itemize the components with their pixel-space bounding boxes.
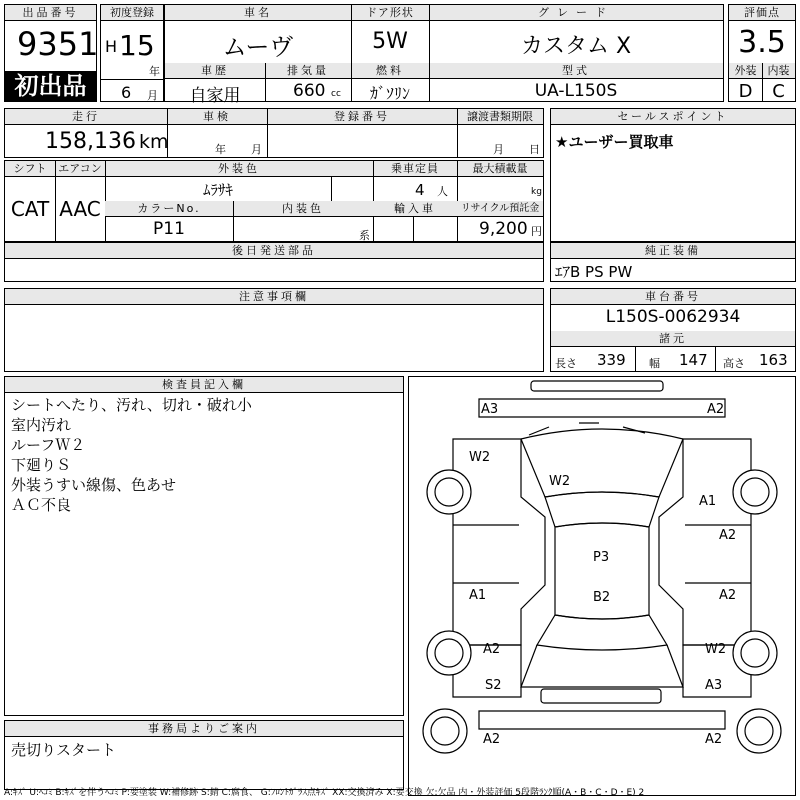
mileage-value: 158,136 — [45, 129, 136, 154]
inspector-line: 下廻りＳ — [11, 456, 72, 474]
history-value: 自家用 — [189, 86, 241, 106]
dimensions-height-label: 高さ — [723, 357, 745, 370]
aircon-label: エアコン — [55, 161, 105, 177]
capacity-label: 乗車定員 — [373, 161, 457, 177]
office-text: 売切りスタート — [11, 741, 117, 759]
door-label: ドア形状 — [351, 5, 429, 21]
notes-box — [4, 288, 544, 372]
interior-color-unit: 系 — [359, 229, 370, 242]
mileage-label: 走行 — [5, 109, 167, 125]
damage-mark: A2 — [719, 588, 737, 603]
inspector-line: 室内汚れ — [11, 416, 72, 434]
sales-point-label: セールスポイント — [551, 109, 795, 125]
dimensions-width: 147 — [679, 351, 708, 369]
interior-score-label: 内装 — [762, 63, 795, 79]
inspector-line: 外装うすい線傷、色あせ — [11, 476, 177, 494]
capacity-unit: 人 — [437, 185, 448, 198]
damage-mark: A2 — [719, 528, 737, 543]
registration-year-unit: 年 — [149, 65, 160, 78]
model-code-value: UA-L150S — [534, 81, 618, 101]
inspector-box — [4, 376, 404, 716]
interior-color-label: 内装色 — [233, 201, 373, 217]
mileage-unit: km — [139, 131, 169, 153]
model-code-label: 型式 — [429, 63, 723, 79]
damage-mark: A3 — [481, 402, 499, 417]
exterior-color-label: 外装色 — [105, 161, 373, 177]
later-parts-label: 後日発送部品 — [5, 243, 543, 259]
capacity-value: 4 — [415, 181, 425, 199]
legend-text: A:ｷｽﾞ U:ﾍｺﾐ B:ｷｽﾞを伴うﾍｺﾐ P:要塗装 W:補修跡 S:錆 C:腐食、 G:ﾌﾛﾝﾄｶﾞﾗｽ点ｷｽﾞ XX:交換済み X:要交換 欠:欠品 内・外装評価 5段階ﾗﾝｸ順(A・B・C・D・E) 2 — [4, 788, 645, 798]
inspection-month-unit: 月 — [251, 143, 262, 156]
inspector-label: 検査員記入欄 — [5, 377, 403, 393]
office-label: 事務局よりご案内 — [5, 721, 403, 737]
inspection-year-unit: 年 — [215, 143, 226, 156]
fuel-value: ｶﾞｿﾘﾝ — [369, 84, 410, 103]
color-no-label: カラーNo. — [105, 201, 233, 217]
color-no-value: P11 — [153, 219, 185, 239]
damage-mark: A2 — [483, 732, 501, 747]
displacement-value: 660 — [293, 81, 326, 101]
damage-mark: W2 — [705, 642, 727, 657]
transfer-docs-day-unit: 日 — [529, 143, 540, 156]
chassis-box — [550, 288, 796, 372]
dimensions-label: 諸元 — [551, 331, 795, 347]
damage-mark: A3 — [705, 678, 723, 693]
damage-mark: S2 — [485, 678, 502, 693]
damage-mark: W2 — [469, 450, 491, 465]
exterior-score-label: 外装 — [729, 63, 762, 79]
notes-label: 注意事項欄 — [5, 289, 543, 305]
office-box — [4, 720, 404, 790]
import-label: 輸入車 — [373, 201, 457, 217]
dimensions-length-label: 長さ — [555, 357, 577, 370]
dimensions-height: 163 — [759, 351, 788, 369]
damage-mark: B2 — [593, 590, 611, 605]
damage-mark: A2 — [483, 642, 501, 657]
damage-mark: A1 — [469, 588, 487, 603]
recycle-value: 9,200 — [479, 219, 528, 239]
damage-mark: P3 — [593, 550, 610, 565]
car-damage-diagram — [409, 377, 795, 795]
displacement-label: 排気量 — [265, 63, 351, 79]
aircon-value: AAC — [59, 197, 101, 221]
fuel-label: 燃料 — [351, 63, 429, 79]
history-label: 車歴 — [165, 63, 265, 79]
inspector-line: ＡＣ不良 — [11, 496, 72, 514]
registration-label: 初度登録 — [101, 5, 163, 21]
vehicle-name-value: ムーヴ — [222, 33, 294, 61]
door-value: 5W — [372, 29, 408, 54]
listing-number: 9351 — [17, 25, 99, 63]
chassis-label: 車台番号 — [551, 289, 795, 305]
score-label: 評価点 — [729, 5, 795, 21]
listing-label: 出品番号 — [5, 5, 96, 21]
score-box — [728, 4, 796, 102]
plate-label: 登録番号 — [267, 109, 457, 125]
interior-score-value: C — [772, 81, 785, 102]
damage-mark: A2 — [707, 402, 725, 417]
exterior-score-value: D — [738, 81, 753, 102]
dimensions-length: 339 — [597, 351, 626, 369]
damage-mark: W2 — [549, 474, 571, 489]
registration-month: 6 — [121, 83, 132, 102]
inspection-label: 車検 — [167, 109, 267, 125]
chassis-value: L150S-0062934 — [605, 307, 741, 327]
registration-details — [4, 108, 544, 158]
displacement-unit: cc — [331, 89, 341, 99]
shift-value: CAT — [10, 197, 50, 221]
damage-mark: A1 — [699, 494, 717, 509]
max-load-label: 最大積載量 — [457, 161, 543, 177]
grade-label: グレード — [429, 5, 723, 21]
damage-diagram-box — [408, 376, 796, 796]
max-load-unit: kg — [531, 187, 542, 197]
damage-mark: A2 — [705, 732, 723, 747]
equipment-box — [550, 242, 796, 282]
dimensions-width-label: 幅 — [649, 357, 660, 370]
recycle-unit: 円 — [531, 225, 542, 238]
later-parts-box — [4, 242, 544, 282]
inspector-line: シートへたり、汚れ、切れ・破れ小 — [11, 396, 252, 414]
listing-box — [4, 4, 97, 102]
registration-year: 15 — [119, 29, 155, 62]
transfer-docs-month-unit: 月 — [493, 143, 504, 156]
inspector-line: ルーフＷ２ — [11, 436, 86, 454]
registration-box — [100, 4, 164, 102]
equipment-label: 純正装備 — [551, 243, 795, 259]
equipment-value: ｴｱB PS PW — [555, 263, 633, 281]
exterior-color-value: ﾑﾗｻｷ — [202, 181, 233, 199]
registration-era: H — [105, 37, 118, 56]
sales-point-text: ★ユーザー買取車 — [555, 133, 674, 151]
vehicle-name-label: 車名 — [165, 5, 351, 21]
recycle-label: リサイクル預託金 — [457, 201, 543, 217]
registration-month-unit: 月 — [147, 89, 158, 102]
transfer-docs-label: 譲渡書類期限 — [457, 109, 543, 125]
shift-label: シフト — [5, 161, 55, 177]
grade-value: カスタム X — [520, 34, 632, 59]
sales-point-box — [550, 108, 796, 242]
first-listing-badge: 初出品 — [5, 71, 96, 101]
equipment-grid — [4, 160, 544, 242]
spec-grid — [164, 4, 724, 106]
score-value: 3.5 — [738, 25, 786, 60]
